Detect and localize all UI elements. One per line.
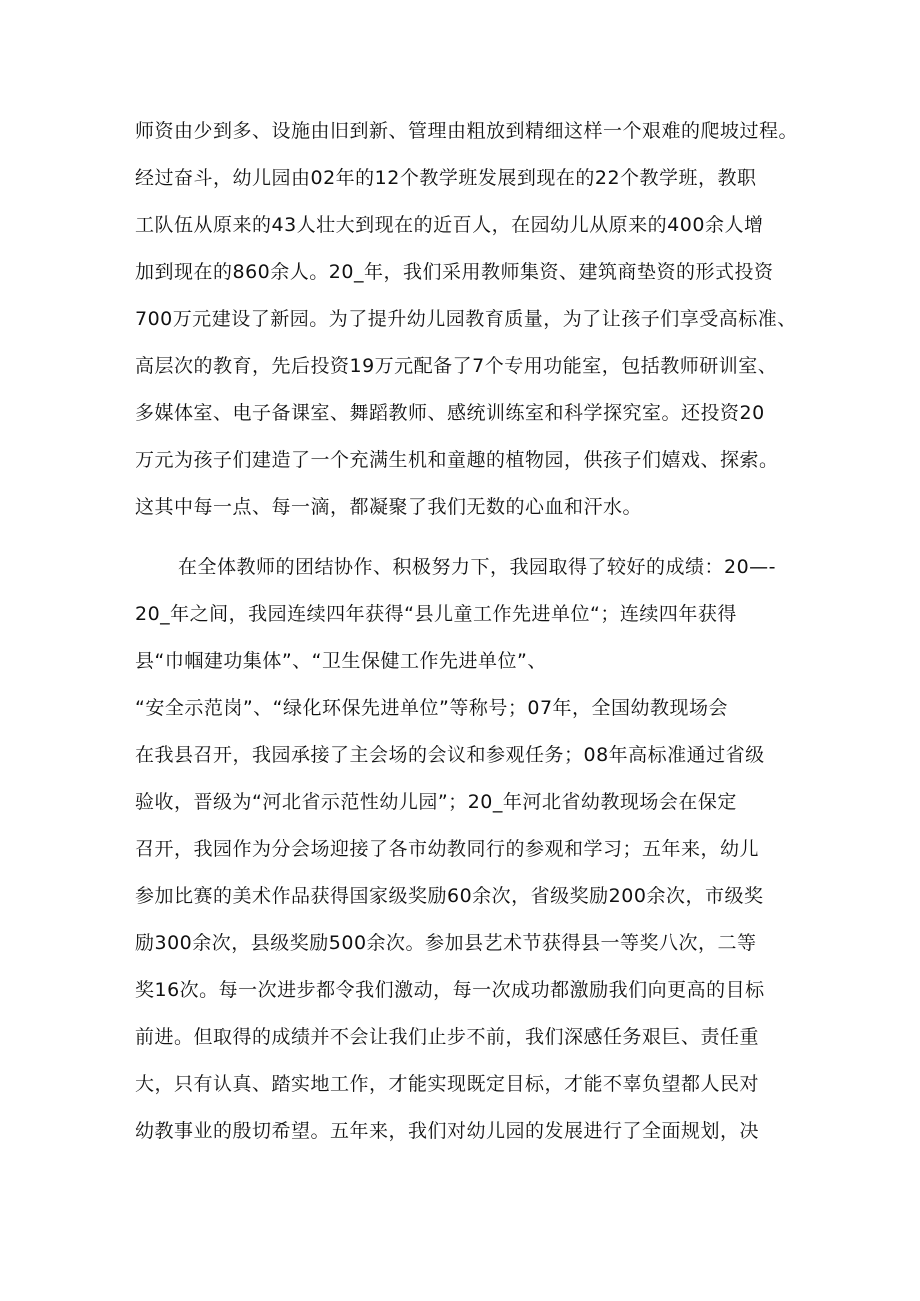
text-line: 师资由少到多、设施由旧到新、管理由粗放到精细这样一个艰难的爬坡过程。 [135, 120, 799, 142]
text-line: 700万元建设了新园。为了提升幼儿园教育质量，为了让孩子们享受高标准、 [135, 308, 797, 330]
text-line: 加到现在的860余人。20_年，我们采用教师集资、建筑商垫资的形式投资 [135, 261, 774, 283]
text-line: 工队伍从原来的43人壮大到现在的近百人，在园幼儿从原来的400余人增 [135, 214, 764, 236]
text-line: 这其中每一点、每一滴，都凝聚了我们无数的心血和汗水。 [135, 496, 643, 518]
text-line: 20_年之间，我园连续四年获得“县儿童工作先进单位“；连续四年获得 [135, 603, 737, 625]
text-line: 前进。但取得的成绩并不会让我们止步不前，我们深感任务艰巨、责任重 [135, 1026, 760, 1048]
paragraph-first-line: 在全体教师的团结协作、积极努力下，我园取得了较好的成绩：20—- [178, 556, 777, 578]
text-line: 奖16次。每一次进步都令我们激动，每一次成功都激励我们向更高的目标 [135, 979, 765, 1001]
text-line: 经过奋斗，幼儿园由02年的12个教学班发展到现在的22个教学班，教职 [135, 167, 757, 189]
text-line: “安全示范岗”、“绿化环保先进单位”等称号；07年，全国幼教现场会 [135, 697, 729, 719]
text-line: 多媒体室、电子备课室、舞蹈教师、感统训练室和科学探究室。还投资20 [135, 402, 765, 424]
text-line: 励300余次，县级奖励500余次。参加县艺术节获得县一等奖八次，二等 [135, 932, 757, 954]
text-line: 县“巾帼建功集体”、“卫生保健工作先进单位”、 [135, 650, 547, 672]
text-line: 大，只有认真、踏实地工作，才能实现既定目标，才能不辜负望都人民对 [135, 1073, 760, 1095]
text-line: 验收，晋级为“河北省示范性幼儿园”；20_年河北省幼教现场会在保定 [135, 791, 737, 813]
text-line: 幼教事业的殷切希望。五年来，我们对幼儿园的发展进行了全面规划，决 [135, 1120, 760, 1142]
text-line: 万元为孩子们建造了一个充满生机和童趣的植物园，供孩子们嬉戏、探索。 [135, 449, 779, 471]
text-line: 高层次的教育，先后投资19万元配备了7个专用功能室，包括教师研训室、 [135, 355, 778, 377]
text-line: 在我县召开，我园承接了主会场的会议和参观任务；08年高标准通过省级 [135, 744, 765, 766]
text-line: 召开，我园作为分会场迎接了各市幼教同行的参观和学习；五年来，幼儿 [135, 838, 760, 860]
text-line: 参加比赛的美术作品获得国家级奖励60余次，省级奖励200余次，市级奖 [135, 885, 764, 907]
